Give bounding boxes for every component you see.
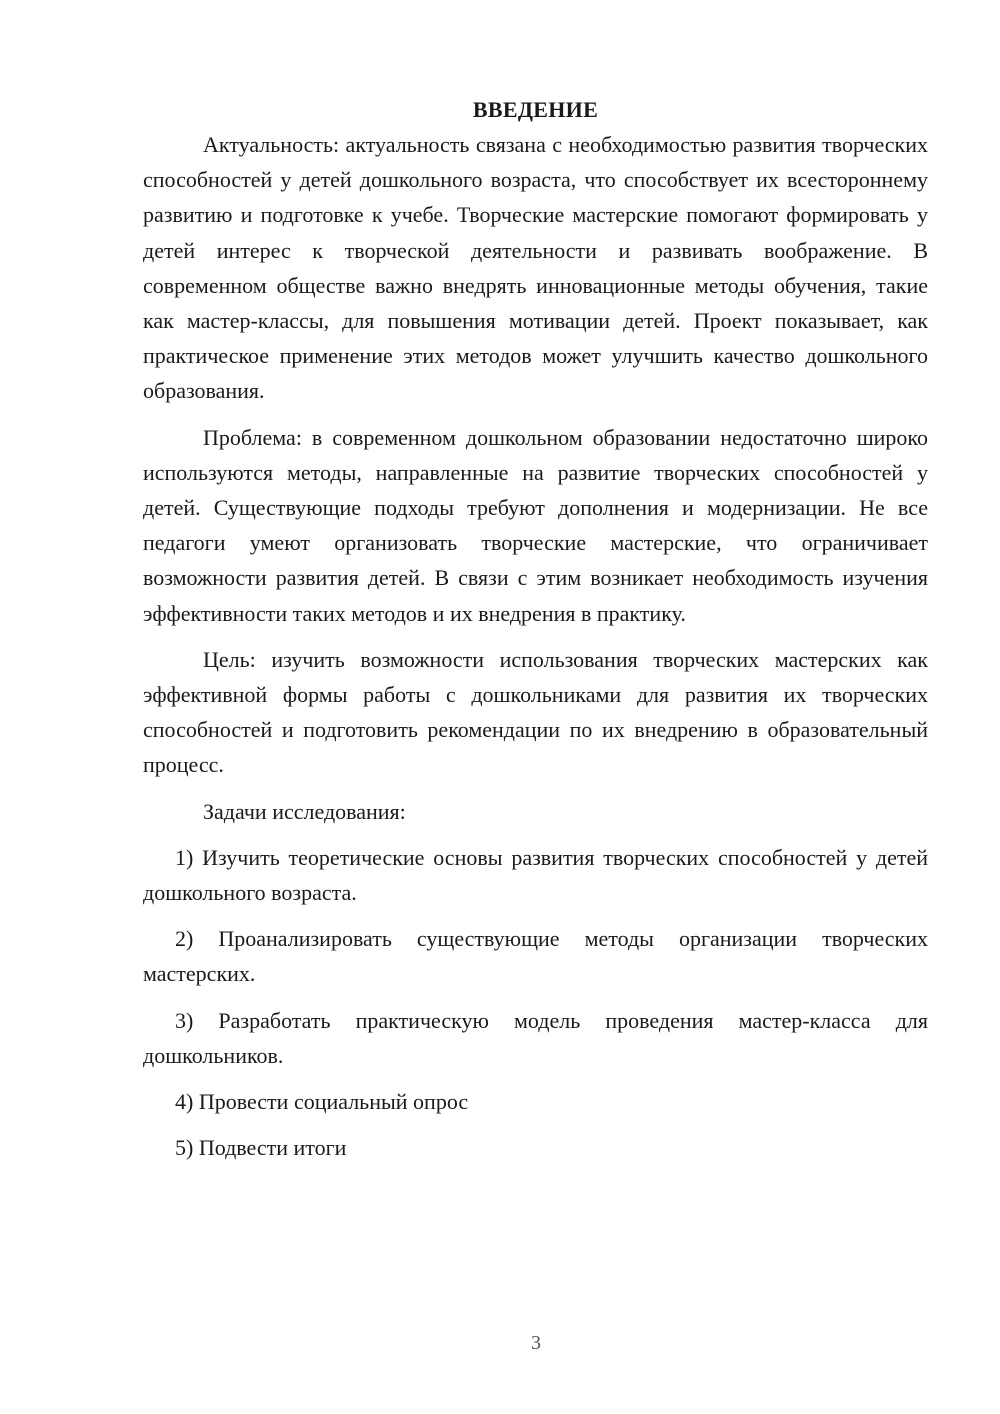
task-item-2: 2) Проанализировать существующие методы организации творческих мастерских. — [143, 926, 928, 987]
task-item-5: 5) Подвести итоги — [175, 1135, 347, 1161]
paragraph-relevance: Актуальность: актуальность связана с необходимостью развития творческих способностей у детей дошкольного возраста, что способствует их всестороннему развитию и подготовке к учебе. Творческие мастерские помогают формировать у детей интерес к творческой деятельности и развивать воображение. В современном обществе важно внедрять инновационные методы обучения, такие как мастер-классы, для повышения мотивации детей. Проект показывает, как практическое применение этих методов может улучшить качество дошкольного образования. — [143, 132, 928, 404]
tasks-heading: Задачи исследования: — [203, 798, 406, 824]
section-title: ВВЕДЕНИЕ — [472, 97, 599, 122]
task-item-3: 3) Разработать практическую модель проведения мастер-класса для дошкольников. — [143, 1007, 928, 1068]
task-item-4: 4) Провести социальный опрос — [175, 1089, 469, 1115]
task-item-1: 1) Изучить теоретические основы развития творческих способностей у детей дошкольного возраста. — [143, 844, 928, 906]
paragraph-problem: Проблема: в современном дошкольном образовании недостаточно широко используются методы, направленные на развитие творческих способностей у детей. Существующие подходы требуют дополнения и модернизации. Не все педагоги умеют организовать творческие мастерские, что ограничивает возможности развития детей. В связи с этим возникает необходимость изучения эффективности таких методов и их внедрения в практику. — [143, 424, 928, 626]
document-body — [143, 92, 928, 1165]
page-number: 3 — [531, 1332, 541, 1354]
paragraph-goal: Цель: изучить возможности использования творческих мастерских как эффективной формы работы с дошкольниками для развития их творческих способностей и подготовить рекомендации по их внедрению в образовательный процесс. — [143, 646, 928, 778]
